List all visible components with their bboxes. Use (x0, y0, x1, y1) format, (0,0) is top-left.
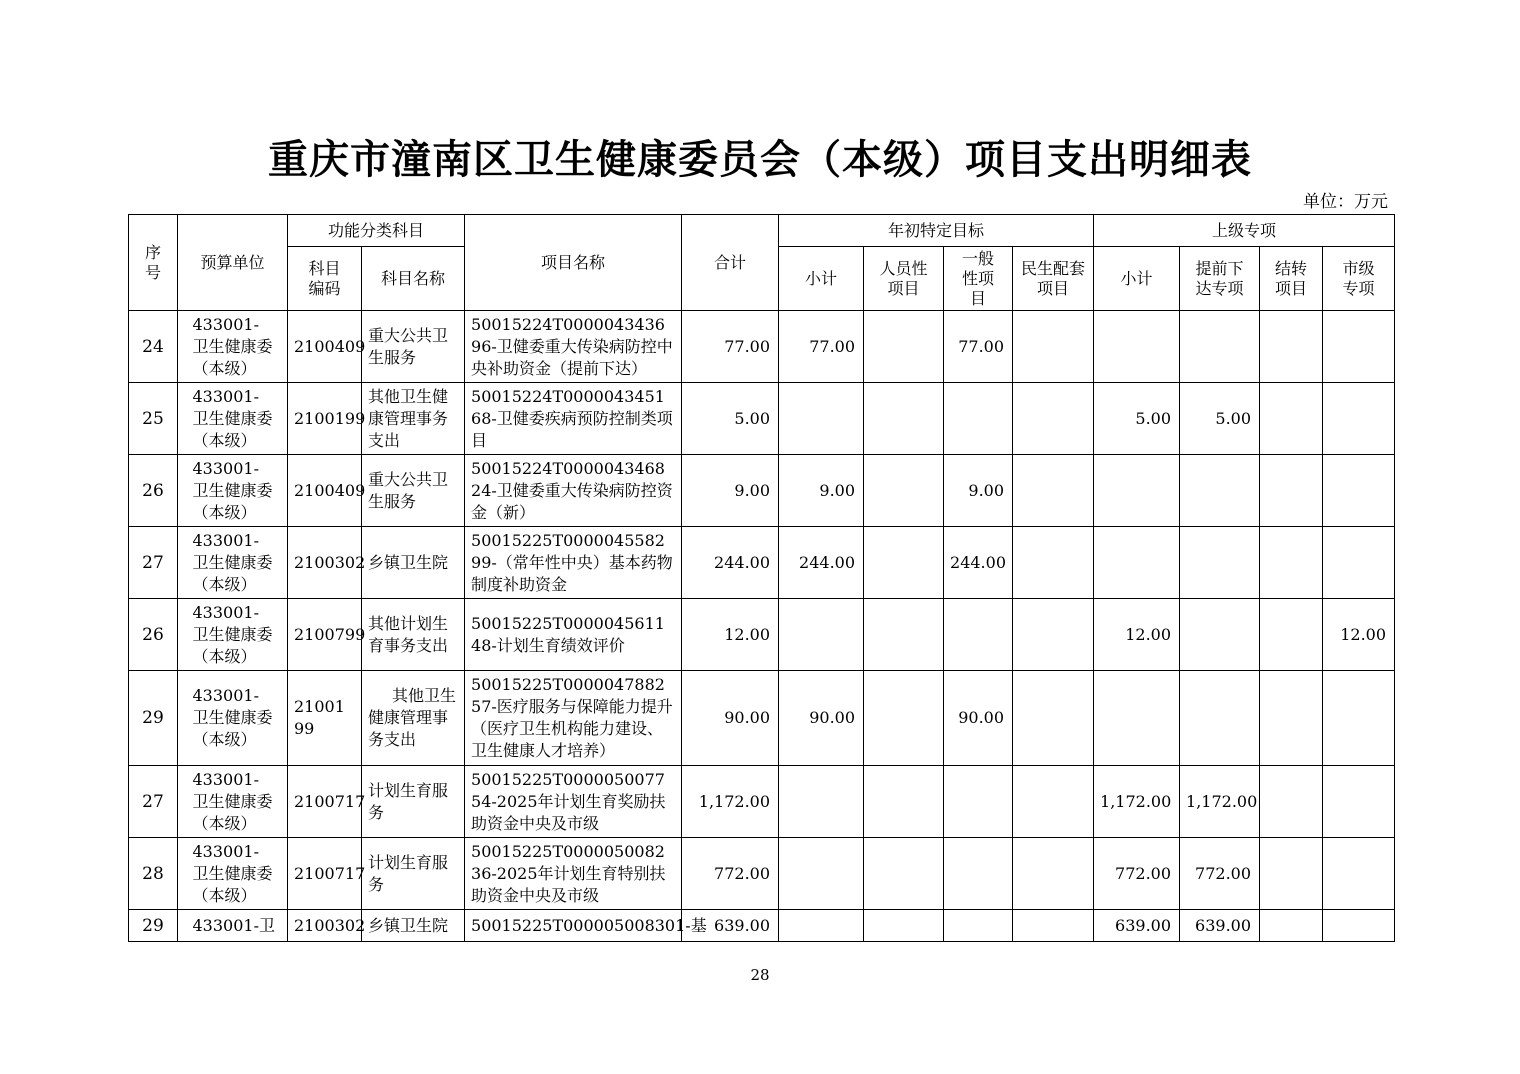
cell-personnel (864, 311, 944, 383)
cell-personnel (864, 455, 944, 527)
cell-unit: 433001-卫生健康委（本级） (178, 383, 288, 455)
cell-advance (1180, 455, 1260, 527)
cell-seq: 28 (129, 838, 178, 910)
cell-livelihood (1013, 311, 1094, 383)
cell-code: 2100199 (288, 383, 362, 455)
cell-code: 2100302 (288, 527, 362, 599)
cell-livelihood (1013, 671, 1094, 766)
header-budget-unit: 预算单位 (178, 215, 288, 311)
cell-general (944, 838, 1013, 910)
cell-target-subtotal: 244.00 (779, 527, 864, 599)
unit-label: 单位：万元 (1303, 192, 1388, 212)
cell-total: 5.00 (682, 383, 779, 455)
cell-unit: 433001-卫 (178, 910, 288, 942)
cell-target-subtotal (779, 599, 864, 671)
cell-project: 50015225T000005007754-2025年计划生育奖励扶助资金中央及市级 (465, 766, 682, 838)
cell-personnel (864, 671, 944, 766)
cell-city (1323, 455, 1395, 527)
table-row (129, 527, 1395, 599)
cell-unit: 433001-卫生健康委（本级） (178, 527, 288, 599)
cell-carry (1260, 527, 1323, 599)
cell-subject: 其他卫生健康管理事务支出 (362, 671, 465, 766)
cell-personnel (864, 383, 944, 455)
header-superior-group: 上级专项 (1094, 215, 1395, 247)
page-title: 重庆市潼南区卫生健康委员会（本级）项目支出明细表 (268, 136, 1252, 183)
cell-seq: 27 (129, 766, 178, 838)
cell-general (944, 383, 1013, 455)
table-row (129, 599, 1395, 671)
cell-livelihood (1013, 455, 1094, 527)
cell-general (944, 599, 1013, 671)
cell-total: 9.00 (682, 455, 779, 527)
cell-target-subtotal: 77.00 (779, 311, 864, 383)
header-seq: 序号 (129, 215, 178, 311)
cell-target-subtotal (779, 838, 864, 910)
cell-subject: 重大公共卫生服务 (362, 455, 465, 527)
header-livelihood: 民生配套项目 (1013, 247, 1094, 311)
cell-total: 772.00 (682, 838, 779, 910)
cell-subject: 计划生育服务 (362, 838, 465, 910)
table-row (129, 671, 1395, 766)
cell-superior-subtotal: 1,172.00 (1094, 766, 1180, 838)
cell-target-subtotal (779, 383, 864, 455)
cell-superior-subtotal (1094, 671, 1180, 766)
header-subject-code: 科目编码 (288, 247, 362, 311)
cell-seq: 29 (129, 910, 178, 942)
header-total: 合计 (682, 215, 779, 311)
cell-carry (1260, 910, 1323, 942)
cell-project: 50015225T000004561148-计划生育绩效评价 (465, 599, 682, 671)
cell-seq: 25 (129, 383, 178, 455)
cell-code: 2100799 (288, 599, 362, 671)
cell-city (1323, 671, 1395, 766)
cell-code: 2100199 (288, 671, 362, 766)
cell-city (1323, 383, 1395, 455)
cell-general: 90.00 (944, 671, 1013, 766)
cell-project: 50015225T000005008236-2025年计划生育特别扶助资金中央及市级 (465, 838, 682, 910)
cell-superior-subtotal: 12.00 (1094, 599, 1180, 671)
cell-target-subtotal: 90.00 (779, 671, 864, 766)
cell-seq: 26 (129, 599, 178, 671)
cell-advance (1180, 599, 1260, 671)
cell-personnel (864, 527, 944, 599)
cell-total: 90.00 (682, 671, 779, 766)
cell-seq: 26 (129, 455, 178, 527)
cell-code: 2100409 (288, 455, 362, 527)
header-advance: 提前下达专项 (1180, 247, 1260, 311)
cell-advance: 639.00 (1180, 910, 1260, 942)
cell-carry (1260, 838, 1323, 910)
cell-advance (1180, 671, 1260, 766)
header-func-group: 功能分类科目 (288, 215, 465, 247)
cell-personnel (864, 766, 944, 838)
table-row (129, 311, 1395, 383)
header-city: 市级专项 (1323, 247, 1395, 311)
cell-unit: 433001-卫生健康委（本级） (178, 311, 288, 383)
cell-city: 12.00 (1323, 599, 1395, 671)
table-row (129, 766, 1395, 838)
cell-city (1323, 838, 1395, 910)
cell-personnel (864, 910, 944, 942)
cell-total: 244.00 (682, 527, 779, 599)
header-carry: 结转项目 (1260, 247, 1323, 311)
cell-general: 244.00 (944, 527, 1013, 599)
cell-total: 639.00 (682, 910, 779, 942)
cell-code: 2100717 (288, 766, 362, 838)
cell-target-subtotal (779, 910, 864, 942)
cell-seq: 27 (129, 527, 178, 599)
cell-superior-subtotal (1094, 527, 1180, 599)
cell-unit: 433001-卫生健康委（本级） (178, 671, 288, 766)
cell-target-subtotal: 9.00 (779, 455, 864, 527)
cell-livelihood (1013, 527, 1094, 599)
cell-carry (1260, 599, 1323, 671)
table-row (129, 838, 1395, 910)
cell-advance: 5.00 (1180, 383, 1260, 455)
table-row (129, 910, 1395, 942)
cell-total: 1,172.00 (682, 766, 779, 838)
cell-total: 12.00 (682, 599, 779, 671)
cell-total: 77.00 (682, 311, 779, 383)
cell-target-subtotal (779, 766, 864, 838)
cell-general (944, 910, 1013, 942)
cell-personnel (864, 599, 944, 671)
cell-code: 2100717 (288, 838, 362, 910)
header-personnel: 人员性项目 (864, 247, 944, 311)
cell-project: 50015225T000004558299-（常年性中央）基本药物制度补助资金 (465, 527, 682, 599)
header-target-group: 年初特定目标 (779, 215, 1094, 247)
cell-carry (1260, 311, 1323, 383)
header-target-subtotal: 小计 (779, 247, 864, 311)
cell-advance: 772.00 (1180, 838, 1260, 910)
cell-subject: 乡镇卫生院 (362, 910, 465, 942)
cell-city (1323, 311, 1395, 383)
cell-livelihood (1013, 910, 1094, 942)
cell-subject: 其他计划生育事务支出 (362, 599, 465, 671)
cell-project: 50015224T000004346824-卫健委重大传染病防控资金（新） (465, 455, 682, 527)
cell-advance (1180, 311, 1260, 383)
cell-unit: 433001-卫生健康委（本级） (178, 455, 288, 527)
cell-carry (1260, 766, 1323, 838)
cell-project: 50015224T000004345168-卫健委疾病预防控制类项目 (465, 383, 682, 455)
cell-superior-subtotal: 5.00 (1094, 383, 1180, 455)
header-general: 一般性项目 (944, 247, 1013, 311)
cell-carry (1260, 383, 1323, 455)
cell-livelihood (1013, 766, 1094, 838)
cell-advance: 1,172.00 (1180, 766, 1260, 838)
cell-general (944, 766, 1013, 838)
cell-advance (1180, 527, 1260, 599)
cell-subject: 其他卫生健康管理事务支出 (362, 383, 465, 455)
header-project-name: 项目名称 (465, 215, 682, 311)
cell-city (1323, 910, 1395, 942)
cell-livelihood (1013, 838, 1094, 910)
cell-subject: 重大公共卫生服务 (362, 311, 465, 383)
header-superior-subtotal: 小计 (1094, 247, 1180, 311)
cell-project: 50015225T000005008301-基 (465, 910, 682, 942)
cell-superior-subtotal (1094, 455, 1180, 527)
table-row (129, 455, 1395, 527)
page-number: 28 (750, 966, 770, 984)
header-subject-name: 科目名称 (362, 247, 465, 311)
cell-code: 2100302 (288, 910, 362, 942)
cell-general: 9.00 (944, 455, 1013, 527)
cell-general: 77.00 (944, 311, 1013, 383)
cell-carry (1260, 671, 1323, 766)
cell-unit: 433001-卫生健康委（本级） (178, 766, 288, 838)
cell-seq: 29 (129, 671, 178, 766)
cell-superior-subtotal: 639.00 (1094, 910, 1180, 942)
cell-unit: 433001-卫生健康委（本级） (178, 599, 288, 671)
cell-unit: 433001-卫生健康委（本级） (178, 838, 288, 910)
project-expense-table (128, 214, 1395, 942)
cell-carry (1260, 455, 1323, 527)
cell-subject: 计划生育服务 (362, 766, 465, 838)
cell-city (1323, 527, 1395, 599)
cell-superior-subtotal (1094, 311, 1180, 383)
cell-livelihood (1013, 599, 1094, 671)
cell-livelihood (1013, 383, 1094, 455)
cell-superior-subtotal: 772.00 (1094, 838, 1180, 910)
cell-project: 50015225T000004788257-医疗服务与保障能力提升（医疗卫生机构能力建设、卫生健康人才培养） (465, 671, 682, 766)
table-row (129, 383, 1395, 455)
cell-project: 50015224T000004343696-卫健委重大传染病防控中央补助资金（提前下达） (465, 311, 682, 383)
cell-code: 2100409 (288, 311, 362, 383)
cell-seq: 24 (129, 311, 178, 383)
cell-subject: 乡镇卫生院 (362, 527, 465, 599)
cell-city (1323, 766, 1395, 838)
cell-personnel (864, 838, 944, 910)
